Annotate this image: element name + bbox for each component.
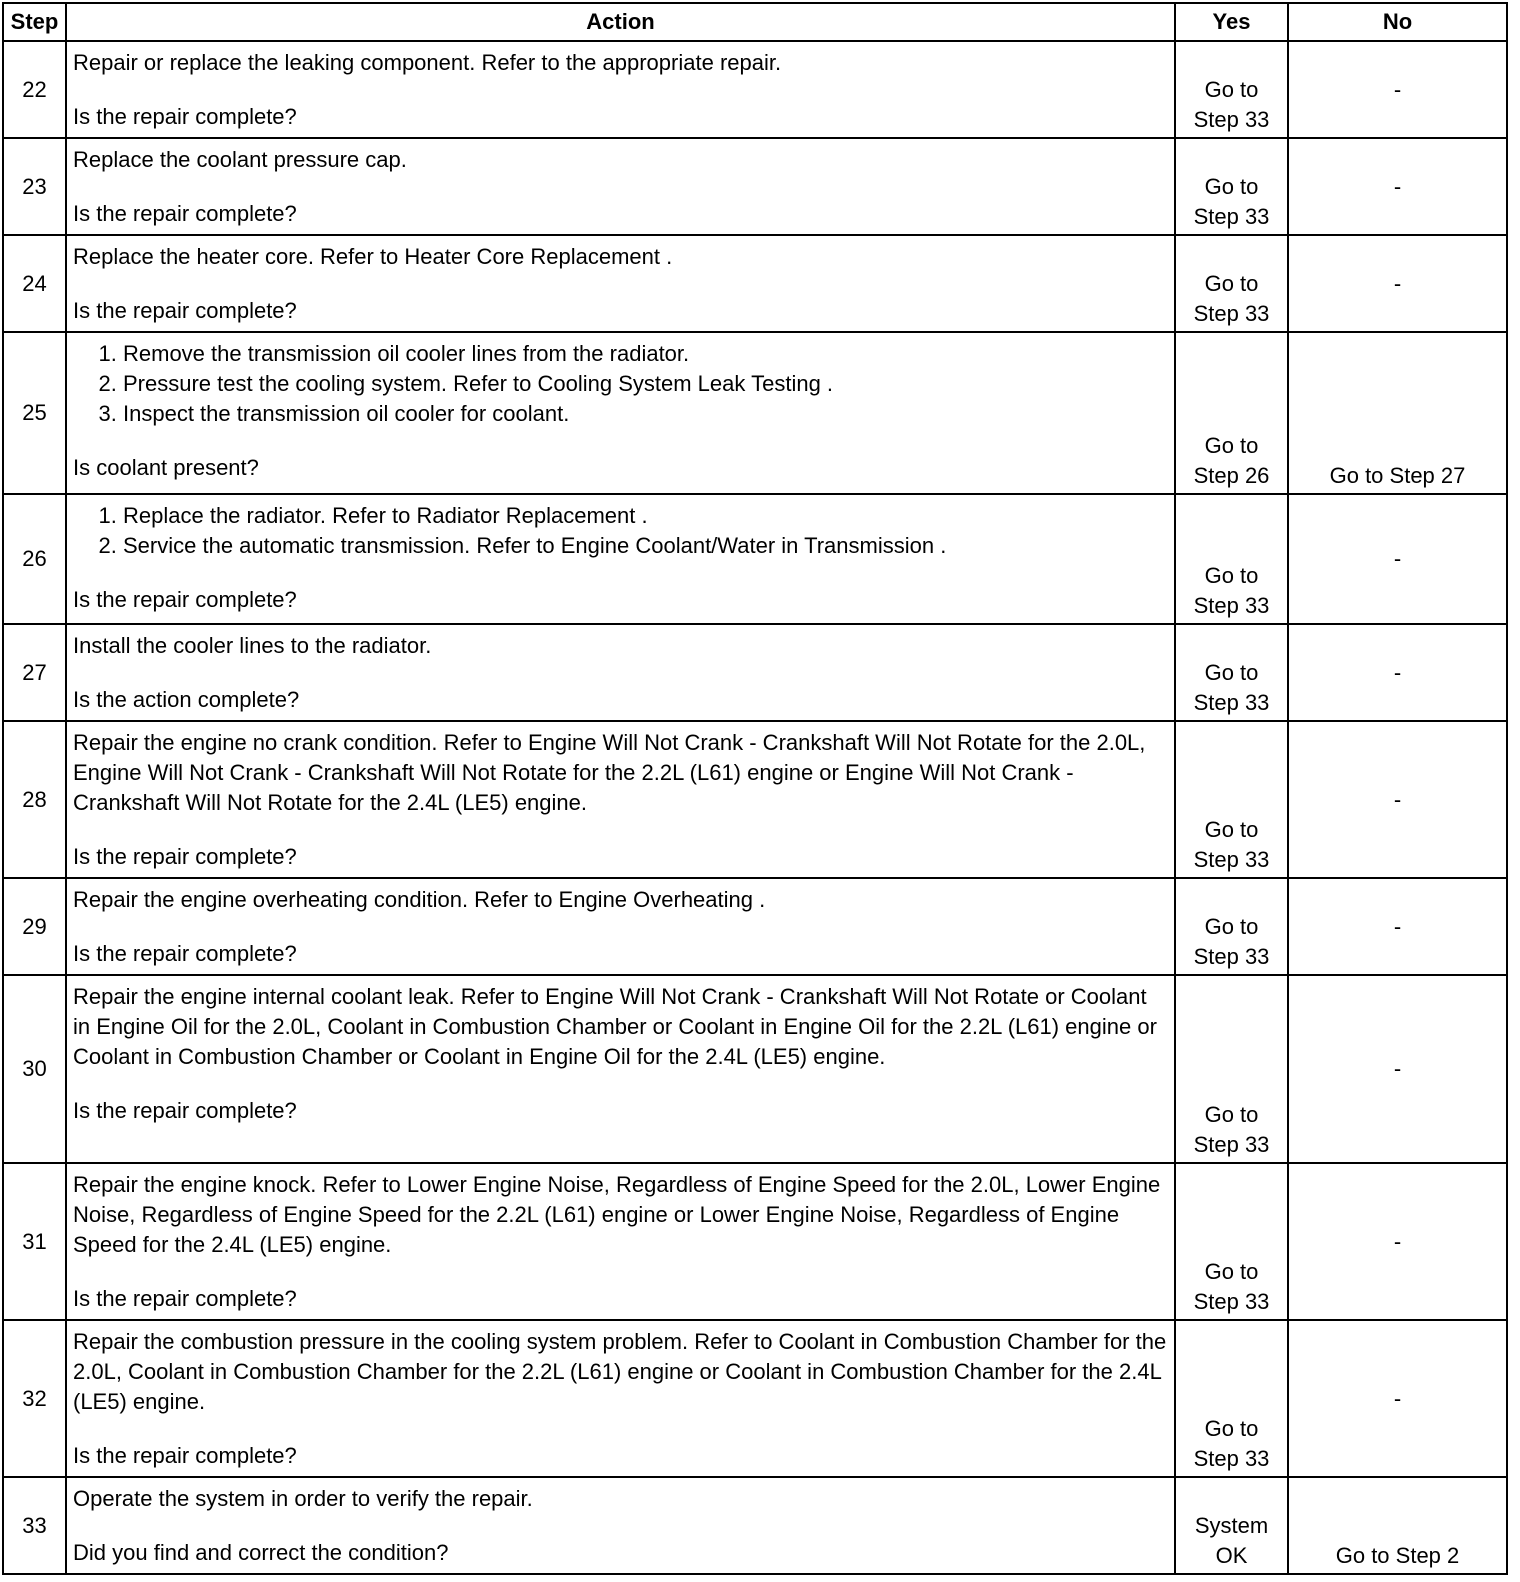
yes-line-2: Step 26 — [1193, 463, 1270, 488]
table-row — [3, 721, 1507, 878]
action-question: Is the repair complete? — [73, 104, 297, 129]
action-question: Is the repair complete? — [73, 1443, 297, 1468]
yes-line-1: Go to — [1204, 660, 1259, 685]
yes-cell — [1175, 494, 1288, 624]
no-cell: - — [1288, 41, 1507, 138]
yes-line-2: Step 33 — [1193, 1132, 1270, 1157]
yes-line-2: Step 33 — [1193, 593, 1270, 618]
header-no: No — [1288, 3, 1507, 41]
step-number: 30 — [3, 975, 66, 1163]
no-cell: Go to Step 2 — [1288, 1477, 1507, 1574]
no-cell: - — [1288, 721, 1507, 878]
yes-line-2: OK — [1215, 1543, 1248, 1568]
yes-line-1: Go to — [1204, 914, 1259, 939]
yes-line-2: Step 33 — [1193, 107, 1270, 132]
action-steps — [73, 501, 1168, 561]
yes-cell — [1175, 1163, 1288, 1320]
no-cell: - — [1288, 138, 1507, 235]
action-cell — [66, 878, 1175, 975]
yes-line-1: System — [1194, 1513, 1269, 1538]
no-cell: - — [1288, 878, 1507, 975]
step-number: 25 — [3, 332, 66, 494]
no-cell: - — [1288, 624, 1507, 721]
no-cell: - — [1288, 494, 1507, 624]
table-row — [3, 1163, 1507, 1320]
action-question: Is the repair complete? — [73, 1286, 297, 1311]
action-step-item: 2. Service the automatic transmission. Refer to Engine Coolant/Water in Transmission . — [123, 531, 1168, 561]
yes-line-2: Step 33 — [1193, 204, 1270, 229]
table-row — [3, 975, 1507, 1163]
table-row — [3, 235, 1507, 332]
action-cell — [66, 1477, 1175, 1574]
action-text: Repair or replace the leaking component. Refer to the appropriate repair. — [73, 50, 782, 75]
action-text: Repair the engine no crank condition. Refer to Engine Will Not Crank - Crankshaft Will Not Rotate for the 2.0L, Engine Will Not Crank - Crankshaft Will Not Rotate for the 2.2L (L61) engine or Engine Will Not Crank - Crankshaft Will Not Rotate for the 2.4L (LE5) engine. — [73, 730, 1146, 815]
yes-line-1: Go to — [1204, 433, 1259, 458]
action-question: Is the repair complete? — [73, 1098, 297, 1123]
yes-line-1: Go to — [1204, 77, 1259, 102]
action-question: Is the repair complete? — [73, 844, 297, 869]
action-question: Is the repair complete? — [73, 298, 297, 323]
header-action: Action — [66, 3, 1175, 41]
action-question: Is the repair complete? — [73, 941, 297, 966]
yes-cell — [1175, 1477, 1288, 1574]
yes-cell — [1175, 1320, 1288, 1477]
action-step-item: 1. Remove the transmission oil cooler lines from the radiator. — [123, 339, 1168, 369]
action-text: Replace the coolant pressure cap. — [73, 147, 407, 172]
action-cell — [66, 332, 1175, 494]
action-cell — [66, 41, 1175, 138]
action-cell — [66, 235, 1175, 332]
step-number: 29 — [3, 878, 66, 975]
action-steps — [73, 339, 1168, 429]
yes-line-2: Step 33 — [1193, 944, 1270, 969]
action-text: Repair the combustion pressure in the cooling system problem. Refer to Coolant in Combustion Chamber for the 2.0L, Coolant in Combustion Chamber for the 2.2L (L61) engine or Coolant in Combustion Chamber for the 2.4L (LE5) engine. — [73, 1329, 1167, 1414]
table-row — [3, 138, 1507, 235]
header-step: Step — [3, 3, 66, 41]
action-text: Replace the heater core. Refer to Heater Core Replacement . — [73, 244, 673, 269]
yes-line-1: Go to — [1204, 817, 1259, 842]
step-number: 22 — [3, 41, 66, 138]
yes-line-2: Step 33 — [1193, 847, 1270, 872]
step-number: 33 — [3, 1477, 66, 1574]
no-cell: - — [1288, 1163, 1507, 1320]
action-text: Install the cooler lines to the radiator. — [73, 633, 432, 658]
action-cell — [66, 975, 1175, 1163]
action-text: Repair the engine internal coolant leak. Refer to Engine Will Not Crank - Crankshaft Will Not Rotate or Coolant in Engine Oil for the 2.0L, Coolant in Combustion Chamber or Coolant in Engine Oil for the 2.2L (L61) engine or Coolant in Combustion Chamber or Coolant in Engine Oil for the 2.4L (LE5) engine. — [73, 984, 1157, 1069]
table-row — [3, 1320, 1507, 1477]
step-number: 23 — [3, 138, 66, 235]
yes-cell — [1175, 975, 1288, 1163]
yes-cell — [1175, 624, 1288, 721]
yes-cell — [1175, 41, 1288, 138]
yes-line-1: Go to — [1204, 271, 1259, 296]
table-row — [3, 332, 1507, 494]
no-cell: - — [1288, 235, 1507, 332]
yes-line-2: Step 33 — [1193, 301, 1270, 326]
action-question: Is the action complete? — [73, 687, 300, 712]
action-step-item: 2. Pressure test the cooling system. Refer to Cooling System Leak Testing . — [123, 369, 1168, 399]
action-cell — [66, 721, 1175, 878]
yes-line-1: Go to — [1204, 1102, 1259, 1127]
table-row — [3, 1477, 1507, 1574]
action-question: Is the repair complete? — [73, 587, 297, 612]
action-text: Repair the engine knock. Refer to Lower Engine Noise, Regardless of Engine Speed for the 2.0L, Lower Engine Noise, Regardless of Engine Speed for the 2.2L (L61) engine or Lower Engine Noise, Regardless of Engine Speed for the 2.4L (LE5) engine. — [73, 1172, 1161, 1257]
action-question: Is the repair complete? — [73, 201, 297, 226]
yes-line-1: Go to — [1204, 563, 1259, 588]
no-cell: Go to Step 27 — [1288, 332, 1507, 494]
no-cell: - — [1288, 1320, 1507, 1477]
action-text: Operate the system in order to verify the repair. — [73, 1486, 533, 1511]
yes-cell — [1175, 721, 1288, 878]
diagnostic-table — [2, 2, 1508, 1575]
table-row — [3, 624, 1507, 721]
yes-cell — [1175, 332, 1288, 494]
table-row — [3, 494, 1507, 624]
yes-cell — [1175, 878, 1288, 975]
action-cell — [66, 138, 1175, 235]
action-text: Repair the engine overheating condition. Refer to Engine Overheating . — [73, 887, 766, 912]
step-number: 28 — [3, 721, 66, 878]
table-row — [3, 878, 1507, 975]
action-question: Did you find and correct the condition? — [73, 1540, 449, 1565]
header-row — [3, 3, 1507, 41]
step-number: 32 — [3, 1320, 66, 1477]
table-row — [3, 41, 1507, 138]
yes-line-2: Step 33 — [1193, 1289, 1270, 1314]
header-yes: Yes — [1175, 3, 1288, 41]
yes-line-1: Go to — [1204, 1259, 1259, 1284]
yes-line-1: Go to — [1204, 1416, 1259, 1441]
yes-line-1: Go to — [1204, 174, 1259, 199]
step-number: 26 — [3, 494, 66, 624]
step-number: 27 — [3, 624, 66, 721]
no-cell: - — [1288, 975, 1507, 1163]
action-question: Is coolant present? — [73, 455, 259, 480]
step-number: 31 — [3, 1163, 66, 1320]
action-cell — [66, 624, 1175, 721]
action-step-item: 1. Replace the radiator. Refer to Radiator Replacement . — [123, 501, 1168, 531]
step-number: 24 — [3, 235, 66, 332]
yes-line-2: Step 33 — [1193, 1446, 1270, 1471]
action-step-item: 3. Inspect the transmission oil cooler for coolant. — [123, 399, 1168, 429]
action-cell — [66, 1163, 1175, 1320]
yes-cell — [1175, 138, 1288, 235]
action-cell — [66, 494, 1175, 624]
action-cell — [66, 1320, 1175, 1477]
yes-line-2: Step 33 — [1193, 690, 1270, 715]
yes-cell — [1175, 235, 1288, 332]
